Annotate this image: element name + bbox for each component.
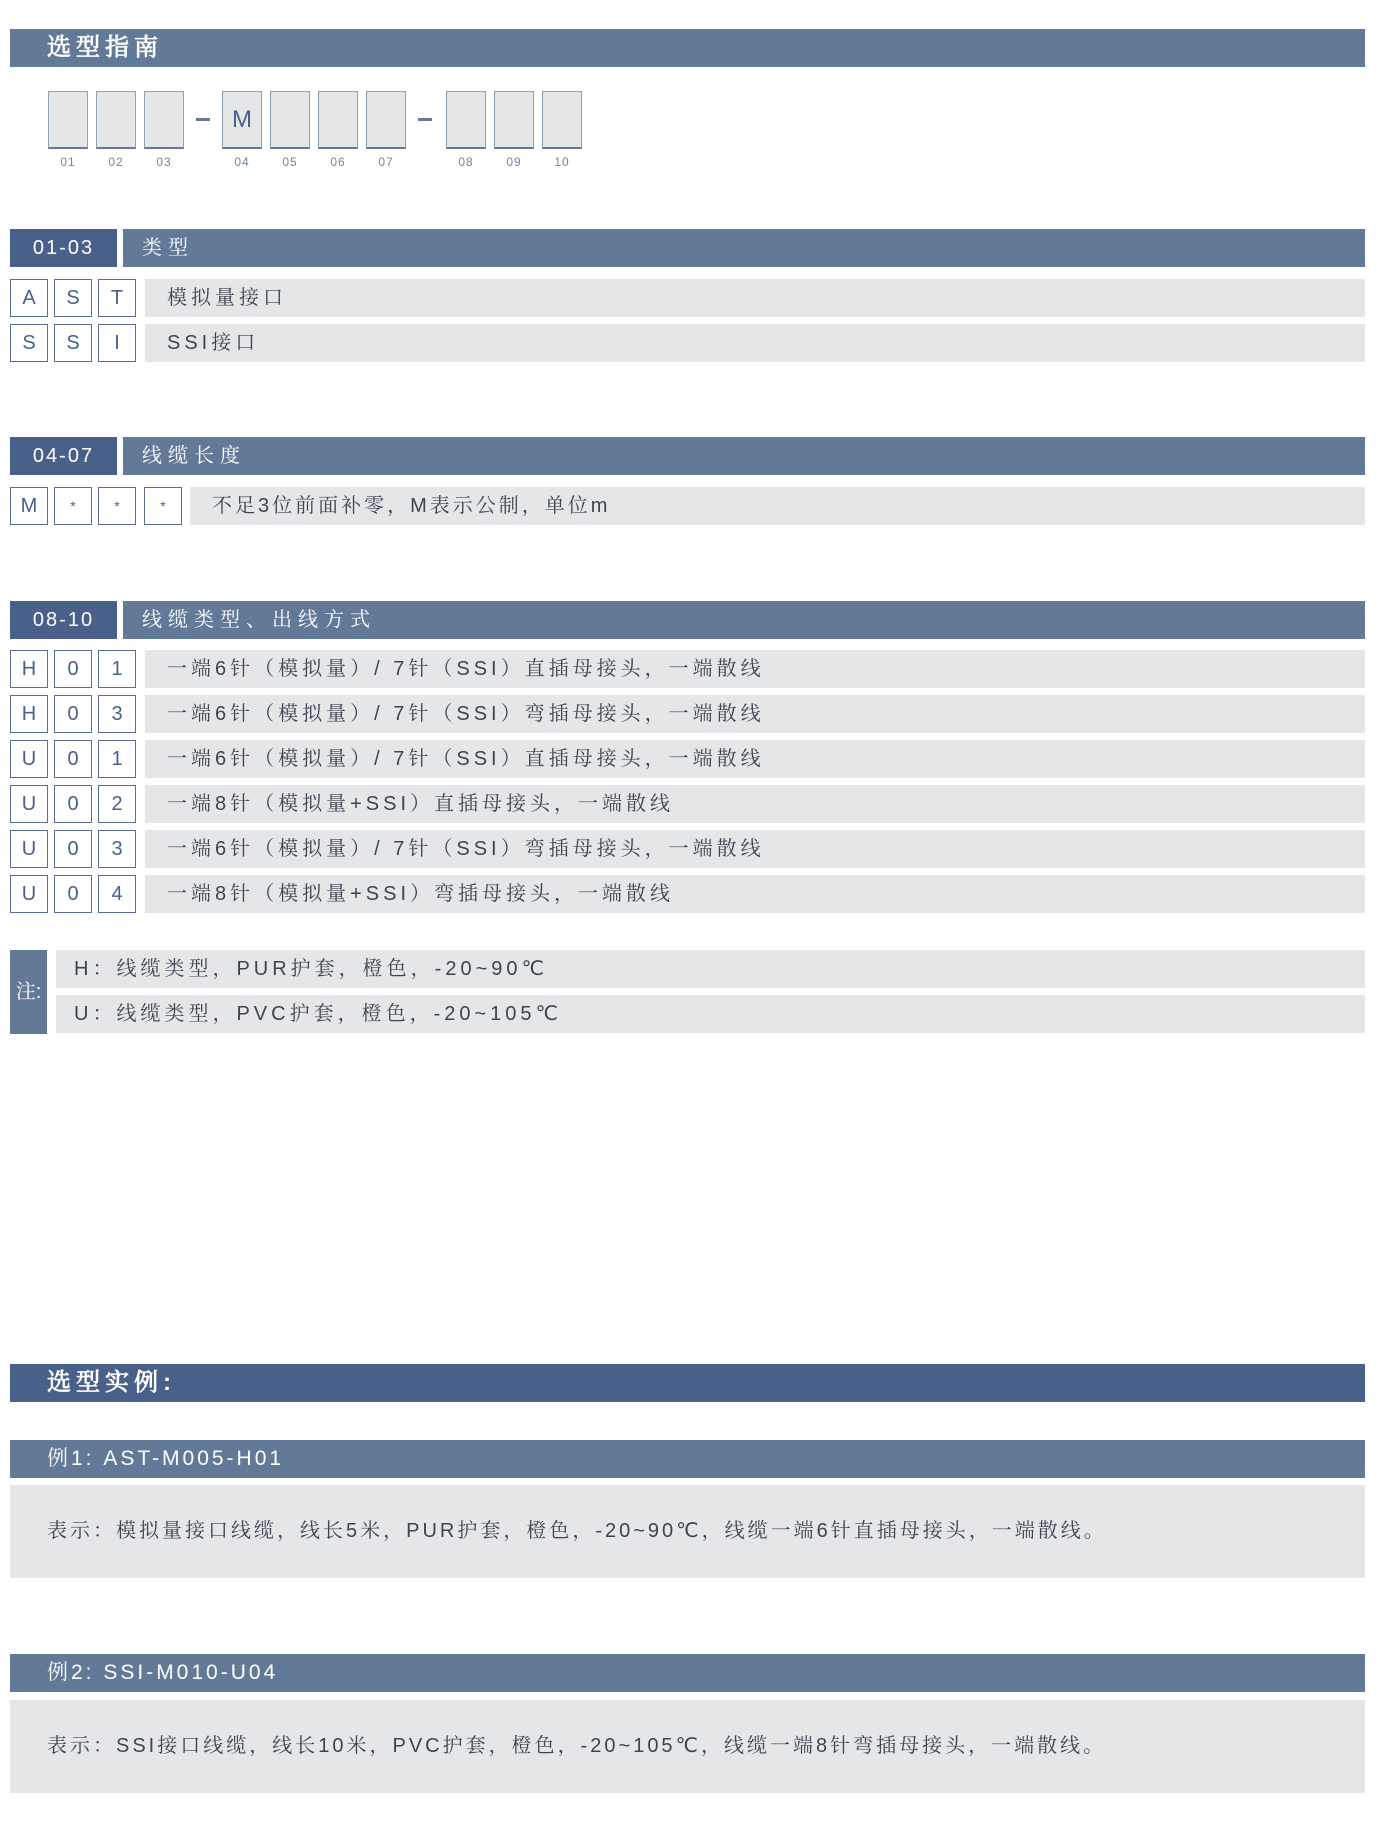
- code-cell: T: [98, 279, 136, 317]
- position-number: 05: [282, 155, 298, 169]
- position-number: 01: [60, 155, 76, 169]
- code-cell: H: [10, 695, 48, 733]
- code-cell: 1: [98, 740, 136, 778]
- section-title: 线缆长度: [123, 437, 1365, 475]
- code-cell: 3: [98, 830, 136, 868]
- code-cell: S: [10, 324, 48, 362]
- code-box-02: [96, 91, 136, 149]
- table-row: [10, 650, 1365, 688]
- code-box-04: M: [222, 91, 262, 149]
- section-range: 04-07: [10, 437, 117, 475]
- row-description: 一端6针（模拟量）/ 7针（SSI）直插母接头，一端散线: [145, 740, 1365, 778]
- code-cell: S: [54, 279, 92, 317]
- row-description: 一端6针（模拟量）/ 7针（SSI）弯插母接头，一端散线: [145, 695, 1365, 733]
- table-row: [10, 324, 1365, 362]
- example-1-header: [10, 1440, 1365, 1478]
- code-cell: *: [54, 487, 92, 525]
- table-row: [10, 830, 1365, 868]
- code-box-01: [48, 91, 88, 149]
- example-2-text: 表示：SSI接口线缆，线长10米，PVC护套，橙色，-20~105℃，线缆一端8针弯插母接头，一端散线。: [10, 1700, 1365, 1793]
- code-box-05: [270, 91, 310, 149]
- guide-header-bar: [10, 29, 1365, 67]
- code-cell: M: [10, 487, 48, 525]
- code-cell: 1: [98, 650, 136, 688]
- code-box-08: [446, 91, 486, 149]
- section-title: 线缆类型、出线方式: [123, 601, 1365, 639]
- code-cell: I: [98, 324, 136, 362]
- code-cell: A: [10, 279, 48, 317]
- row-description: 模拟量接口: [145, 279, 1365, 317]
- table-row: [10, 695, 1365, 733]
- section-title: 类型: [123, 229, 1365, 267]
- code-cell: U: [10, 785, 48, 823]
- code-cell: 0: [54, 650, 92, 688]
- notes-label: 注:: [10, 950, 47, 1034]
- row-description: 一端6针（模拟量）/ 7针（SSI）弯插母接头，一端散线: [145, 830, 1365, 868]
- row-description: 一端6针（模拟量）/ 7针（SSI）直插母接头，一端散线: [145, 650, 1365, 688]
- code-cell: 2: [98, 785, 136, 823]
- note-item: H：线缆类型，PUR护套，橙色，-20~90℃: [56, 950, 1365, 988]
- examples-header-bar: [10, 1364, 1365, 1402]
- code-cell: *: [98, 487, 136, 525]
- code-separator-1: [196, 118, 210, 121]
- code-separator-2: [418, 118, 432, 121]
- code-cell: 0: [54, 830, 92, 868]
- row-description: 一端8针（模拟量+SSI）直插母接头，一端散线: [145, 785, 1365, 823]
- code-box-06: [318, 91, 358, 149]
- code-box-10: [542, 91, 582, 149]
- examples-title: 选型实例:: [47, 1369, 176, 1396]
- position-number: 03: [156, 155, 172, 169]
- example-2-heading: 例2: SSI-M010-U04: [47, 1661, 279, 1684]
- row-description: 不足3位前面补零，M表示公制，单位m: [190, 487, 1365, 525]
- position-number: 10: [554, 155, 570, 169]
- position-number: 07: [378, 155, 394, 169]
- table-row: [10, 785, 1365, 823]
- example-2-header: [10, 1654, 1365, 1692]
- table-row: [10, 487, 1365, 525]
- table-row: [10, 279, 1365, 317]
- row-description: SSI接口: [145, 324, 1365, 362]
- code-cell: 3: [98, 695, 136, 733]
- code-cell: U: [10, 875, 48, 913]
- example-1-heading: 例1: AST-M005-H01: [47, 1447, 285, 1470]
- note-item: U：线缆类型，PVC护套，橙色，-20~105℃: [56, 995, 1365, 1033]
- section-range: 08-10: [10, 601, 117, 639]
- code-cell: *: [144, 487, 182, 525]
- position-number: 06: [330, 155, 346, 169]
- code-cell: 0: [54, 695, 92, 733]
- code-cell: 0: [54, 875, 92, 913]
- code-box-07: [366, 91, 406, 149]
- table-row: [10, 740, 1365, 778]
- position-number: 09: [506, 155, 522, 169]
- section-range: 01-03: [10, 229, 117, 267]
- position-number: 02: [108, 155, 124, 169]
- code-cell: U: [10, 830, 48, 868]
- position-number: 04: [234, 155, 250, 169]
- example-1-text: 表示：模拟量接口线缆，线长5米，PUR护套，橙色，-20~90℃，线缆一端6针直插母接头，一端散线。: [10, 1485, 1365, 1578]
- code-cell: 0: [54, 785, 92, 823]
- code-box-09: [494, 91, 534, 149]
- row-description: 一端8针（模拟量+SSI）弯插母接头，一端散线: [145, 875, 1365, 913]
- table-row: [10, 875, 1365, 913]
- code-cell: 0: [54, 740, 92, 778]
- code-cell: H: [10, 650, 48, 688]
- position-number: 08: [458, 155, 474, 169]
- guide-title: 选型指南: [47, 34, 163, 61]
- code-box-03: [144, 91, 184, 149]
- code-cell: 4: [98, 875, 136, 913]
- code-cell: U: [10, 740, 48, 778]
- code-cell: S: [54, 324, 92, 362]
